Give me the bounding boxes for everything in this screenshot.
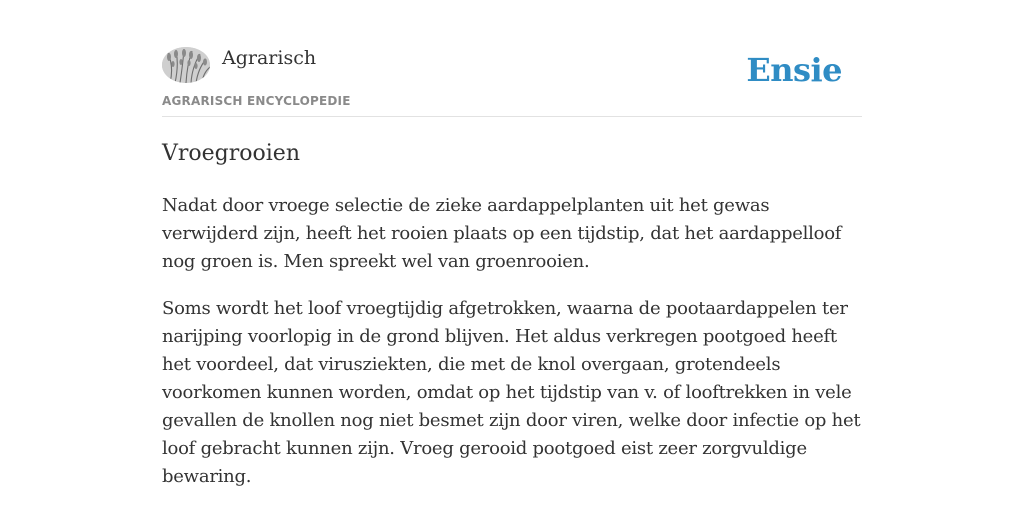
article-paragraph: Soms wordt het loof vroegtijdig afgetrokken, waarna de pootaardappelen ter narijping voorlopig in de grond blijven. Het aldus verkregen pootgoed heeft het voordeel, dat virusziekten, die met de knol overgaan, grotendeels voorkomen kunnen worden, omdat op het tijdstip van v. of looftrekken in vele gevallen de knollen nog niet besmet zijn door viren, welke door infectie op het loof gebracht kunnen zijn. Vroeg gerooid pootgoed eist zeer zorgvuldige bewaring. bbox=[162, 298, 861, 487]
brand-logo[interactable]: Ensie bbox=[746, 51, 842, 89]
source-name[interactable]: Agrarisch bbox=[222, 47, 317, 69]
article bbox=[162, 138, 862, 491]
article-paragraph: Nadat door vroege selectie de zieke aardappelplanten uit het gewas verwijderd zijn, heeft het rooien plaats op een tijdstip, dat het aardappelloof nog groen is. Men spreekt wel van groenrooien. bbox=[162, 195, 842, 272]
article-title: Vroegrooien bbox=[162, 141, 300, 166]
source-header bbox=[162, 44, 862, 117]
wheat-icon[interactable] bbox=[162, 47, 210, 83]
source-subtitle[interactable]: AGRARISCH ENCYCLOPEDIE bbox=[162, 94, 351, 108]
